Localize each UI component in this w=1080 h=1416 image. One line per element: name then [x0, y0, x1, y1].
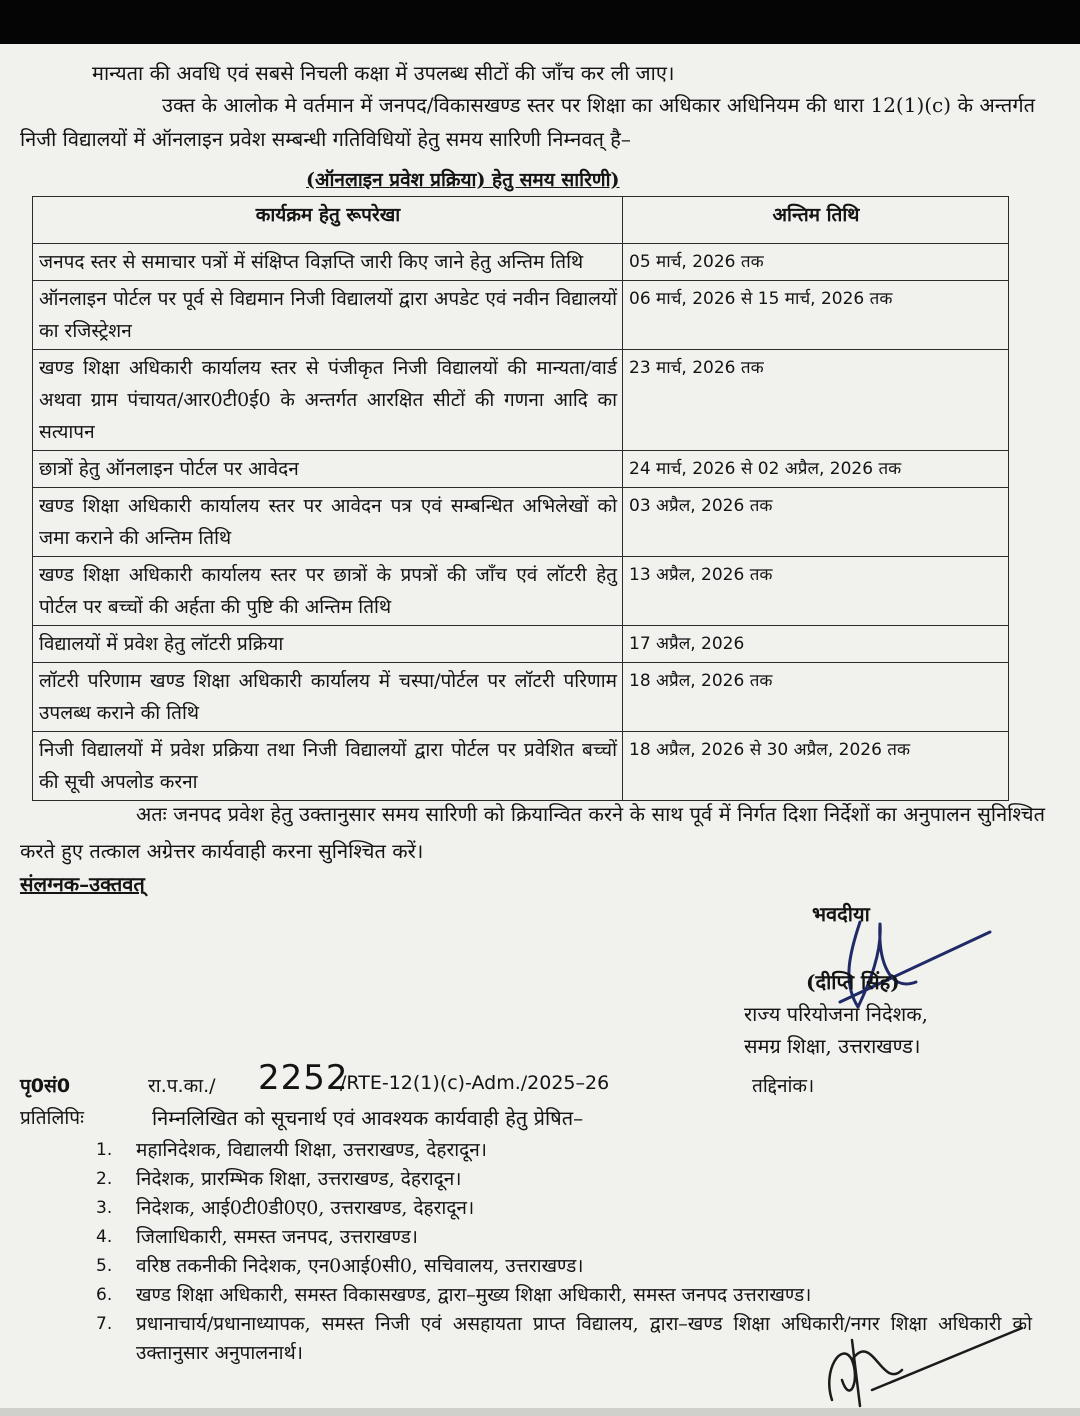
activity-cell: खण्ड शिक्षा अधिकारी कार्यालय स्तर से पंजीकृत निजी विद्यालयों की मान्यता/वार्ड अथवा ग्राम पंचायत/आर0टी0ई0 के अन्तर्गत आरक्षित सीटों की गणना आदि का सत्यापन: [33, 350, 623, 451]
activity-cell: छात्रों हेतु ऑनलाइन पोर्टल पर आवेदन: [33, 451, 623, 488]
table-row: [33, 244, 1009, 281]
schedule-title: (ऑनलाइन प्रवेश प्रक्रिया) हेतु समय सारिणी): [306, 169, 620, 191]
reference-suffix: /RTE-12(1)(c)-Adm./2025–26: [340, 1072, 610, 1094]
top-status-bar: [0, 0, 1080, 44]
list-item-text: प्रधानाचार्य/प्रधानाध्यापक, समस्त निजी एवं असहायता प्राप्त विद्यालय, द्वारा–खण्ड शिक्षा अधिकारी/नगर शिक्षा अधिकारी को उक्तानुसार अनुपालनार्थ।: [136, 1313, 1032, 1364]
header-activity: कार्यक्रम हेतु रूपरेखा: [33, 197, 623, 244]
date-cell: 13 अप्रैल, 2026 तक: [623, 557, 1009, 626]
reference-prefix: रा.प.का./: [148, 1075, 216, 1097]
activity-cell: खण्ड शिक्षा अधिकारी कार्यालय स्तर पर आवेदन पत्र एवं सम्बन्धित अभिलेखों को जमा कराने की अन्तिम तिथि: [33, 488, 623, 557]
date-cell: 03 अप्रैल, 2026 तक: [623, 488, 1009, 557]
table-row: [33, 732, 1009, 801]
list-item: [92, 1165, 1032, 1194]
date-cell: 24 मार्च, 2026 से 02 अप्रैल, 2026 तक: [623, 451, 1009, 488]
date-cell: 23 मार्च, 2026 तक: [623, 350, 1009, 451]
list-item-number: 2.: [96, 1169, 113, 1189]
activity-cell: विद्यालयों में प्रवेश हेतु लॉटरी प्रक्रिया: [33, 626, 623, 663]
table-row: [33, 488, 1009, 557]
intro-paragraph: उक्त के आलोक मे वर्तमान में जनपद/विकासखण्ड स्तर पर शिक्षा का अधिकार अधिनियम की धारा 12(1)(c) के अन्तर्गत निजी विद्यालयों में ऑनलाइन प्रवेश सम्बन्धी गतिविधियों हेतु समय सारिणी निम्नवत् है–: [20, 93, 1035, 151]
table-row: [33, 557, 1009, 626]
activity-cell: खण्ड शिक्षा अधिकारी कार्यालय स्तर पर छात्रों के प्रपत्रों की जाँच एवं लॉटरी हेतु पोर्टल पर बच्चों की अर्हता की पुष्टि की अन्तिम तिथि: [33, 557, 623, 626]
table-row: [33, 663, 1009, 732]
intro-line: मान्यता की अवधि एवं सबसे निचली कक्षा में उपलब्ध सीटों की जाँच कर ली जाए।: [92, 61, 675, 85]
table-row: [33, 281, 1009, 350]
signatory-name: (दीप्ति सिंह): [806, 970, 900, 994]
date-cell: 17 अप्रैल, 2026: [623, 626, 1009, 663]
reference-label: पृ0सं0: [20, 1075, 71, 1097]
list-item-text: खण्ड शिक्षा अधिकारी, समस्त विकासखण्ड, द्वारा–मुख्य शिक्षा अधिकारी, समस्त जनपद उत्तराखण्ड।: [136, 1284, 812, 1306]
list-item: [92, 1136, 1032, 1165]
list-item-number: 6.: [96, 1285, 113, 1305]
header-last-date: अन्तिम तिथि: [623, 197, 1009, 244]
list-item-text: महानिदेशक, विद्यालयी शिक्षा, उत्तराखण्ड, देहरादून।: [136, 1139, 487, 1161]
list-item: [92, 1194, 1032, 1223]
activity-cell: जनपद स्तर से समाचार पत्रों में संक्षिप्त विज्ञप्ति जारी किए जाने हेतु अन्तिम तिथि: [33, 244, 623, 281]
copy-to-intro: निम्नलिखित को सूचनार्थ एवं आवश्यक कार्यवाही हेतु प्रेषित–: [152, 1106, 584, 1130]
list-item-number: 3.: [96, 1198, 113, 1218]
reference-dated: तद्दिनांक।: [752, 1075, 815, 1097]
signatory-designation: [744, 998, 928, 1062]
list-item: [92, 1281, 1032, 1310]
instruction-paragraph: अतः जनपद प्रवेश हेतु उक्तानुसार समय सारिणी को क्रियान्वित करने के साथ पूर्व में निर्गत दिशा निर्देशों का अनुपालन सुनिश्चित करते हुए तत्काल अग्रेत्तर कार्यवाही करना सुनिश्चित करें।: [20, 802, 1045, 863]
designation-line-1: राज्य परियोजना निदेशक,: [744, 1002, 928, 1026]
reference-number: 2252: [258, 1058, 349, 1098]
activity-cell: निजी विद्यालयों में प्रवेश प्रक्रिया तथा निजी विद्यालयों द्वारा पोर्टल पर प्रवेशित बच्चों की सूची अपलोड करना: [33, 732, 623, 801]
activity-cell: ऑनलाइन पोर्टल पर पूर्व से विद्यमान निजी विद्यालयों द्वारा अपडेट एवं नवीन विद्यालयों का रजिस्ट्रेशन: [33, 281, 623, 350]
enclosure-label: संलग्नक–उक्तवत्: [20, 872, 145, 896]
designation-line-2: समग्र शिक्षा, उत्तराखण्ड।: [744, 1034, 921, 1058]
schedule-table: [32, 196, 1009, 801]
date-cell: 18 अप्रैल, 2026 से 30 अप्रैल, 2026 तक: [623, 732, 1009, 801]
document-page: [0, 44, 1080, 1416]
date-cell: 18 अप्रैल, 2026 तक: [623, 663, 1009, 732]
list-item-number: 4.: [96, 1227, 113, 1247]
list-item-text: निदेशक, प्रारम्भिक शिक्षा, उत्तराखण्ड, देहरादून।: [136, 1168, 462, 1190]
list-item-number: 5.: [96, 1256, 113, 1276]
second-signature-icon: [812, 1320, 1032, 1410]
activity-cell: लॉटरी परिणाम खण्ड शिक्षा अधिकारी कार्यालय में चस्पा/पोर्टल पर लॉटरी परिणाम उपलब्ध कराने की तिथि: [33, 663, 623, 732]
date-cell: 05 मार्च, 2026 तक: [623, 244, 1009, 281]
signature-closing: भवदीया: [812, 902, 870, 926]
list-item-number: 1.: [96, 1140, 113, 1160]
copy-to-label: प्रतिलिपिः: [20, 1107, 84, 1129]
list-item-text: निदेशक, आई0टी0डी0ए0, उत्तराखण्ड, देहरादून।: [136, 1197, 475, 1219]
table-row: [33, 350, 1009, 451]
table-row: [33, 626, 1009, 663]
table-row: [33, 451, 1009, 488]
list-item: [92, 1252, 1032, 1281]
list-item-text: वरिष्ठ तकनीकी निदेशक, एन0आई0सी0, सचिवालय, उत्तराखण्ड।: [136, 1255, 584, 1277]
list-item-text: जिलाधिकारी, समस्त जनपद, उत्तराखण्ड।: [136, 1226, 418, 1248]
list-item: [92, 1223, 1032, 1252]
list-item-number: 7.: [96, 1314, 113, 1334]
schedule-header-row: [33, 197, 1009, 244]
date-cell: 06 मार्च, 2026 से 15 मार्च, 2026 तक: [623, 281, 1009, 350]
